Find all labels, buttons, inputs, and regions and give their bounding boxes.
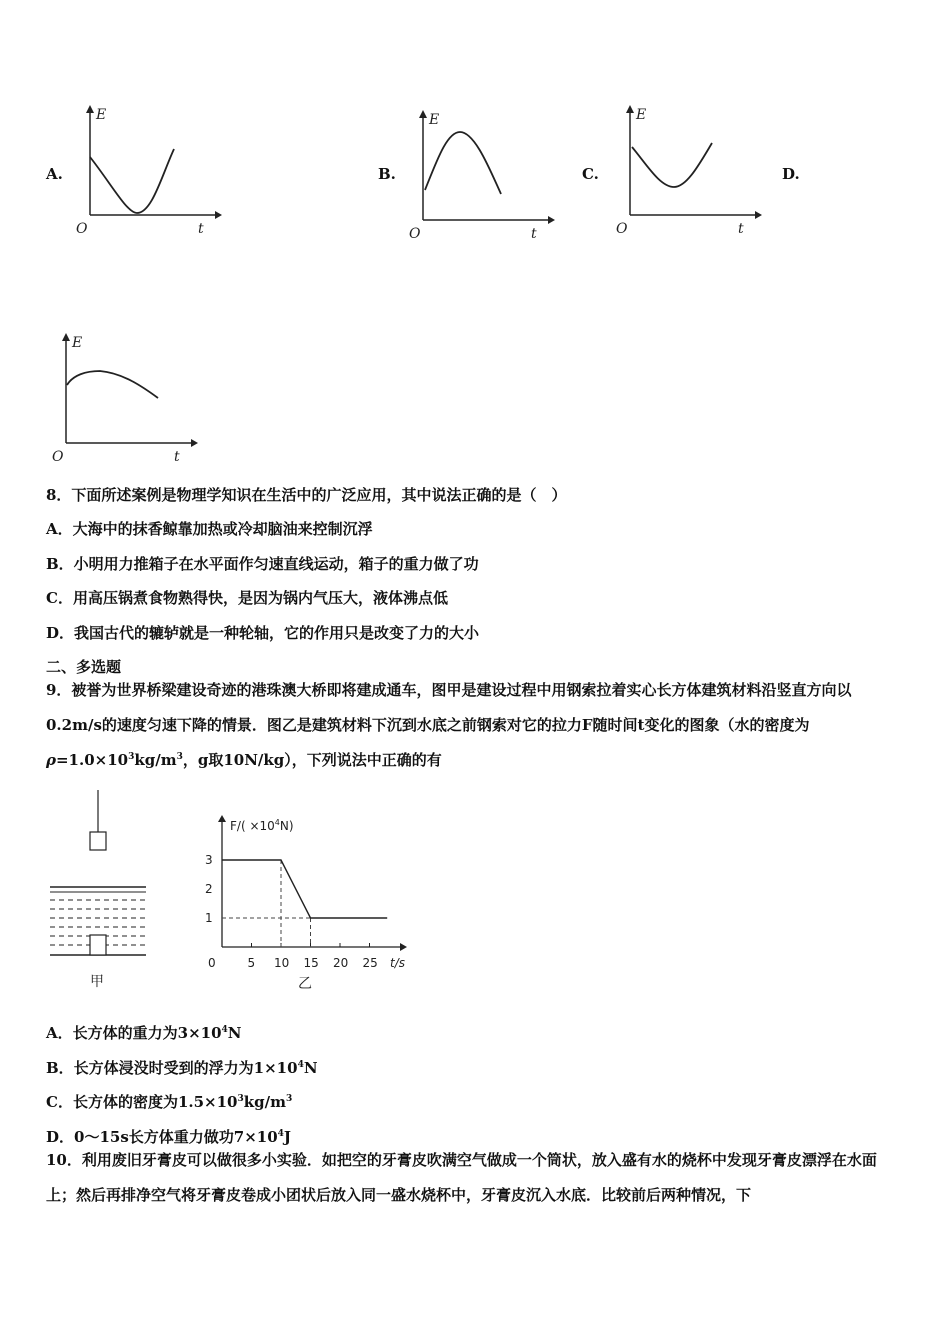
q9-option-c: C．长方体的密度为$1.5\times 10^3kg/m^3$	[46, 1093, 293, 1111]
graph-c-curve	[632, 143, 712, 187]
q8-option-a: A．大海中的抹香鲸靠加热或冷却脑油来控制沉浮	[46, 520, 373, 538]
block-above-water	[90, 832, 106, 850]
svg-text:O: O	[76, 221, 88, 237]
y-axis-arrow	[218, 815, 226, 822]
svg-text:甲: 甲	[90, 974, 104, 990]
q8-option-c: C．用高压锅煮食物熟得快，是因为锅内气压大，液体沸点低	[46, 589, 448, 607]
graph-b-curve	[425, 132, 501, 194]
x-axis-arrow	[400, 943, 407, 951]
series-line-F	[222, 860, 387, 918]
x-tick-label: 15	[303, 956, 319, 970]
graph-d	[48, 333, 198, 468]
option-c-letter: C.	[582, 165, 599, 183]
svg-text:t: t	[198, 221, 204, 237]
svg-text:E: E	[429, 112, 440, 128]
q8-option-d: D．我国古代的辘轳就是一种轮轴，它的作用只是改变了力的大小	[46, 624, 480, 642]
graph-d-curve	[67, 371, 158, 398]
figure-yi-label: 乙	[298, 976, 312, 992]
svg-text:O: O	[616, 221, 628, 237]
y-tick-label: 3	[205, 853, 213, 867]
q8-stem: 8．下面所述案例是物理学知识在生活中的广泛应用，其中说法正确的是（ ）	[46, 486, 567, 504]
svg-text:E: E	[72, 335, 83, 351]
graph-a-curve	[90, 149, 174, 213]
q9-option-d: D．0～15s长方体重力做功$7\times 10^4J$	[46, 1128, 292, 1146]
q9-option-b: B．长方体浸没时受到的浮力为$1\times 10^4N$	[46, 1059, 318, 1077]
graph-b	[405, 110, 555, 245]
graph-a	[72, 105, 222, 240]
x-axis-title: t/s	[390, 956, 405, 970]
section-heading: 二、多选题	[46, 658, 122, 676]
figure-jia	[48, 790, 148, 990]
x-tick-label: 20	[333, 956, 349, 970]
svg-text:t: t	[174, 449, 180, 465]
q8-option-b: B．小明用力推箱子在水平面作匀速直线运动，箱子的重力做了功	[46, 555, 479, 573]
x-tick-label: 25	[362, 956, 378, 970]
y-tick-label: 1	[205, 911, 213, 925]
option-d-letter: D.	[782, 165, 800, 183]
svg-text:E: E	[96, 107, 107, 123]
q9-stem: 9．被誉为世界桥梁建设奇迹的港珠澳大桥即将建成通车，图甲是建设过程中用钢索拉着实心长方体建筑材料沿竖直方向以0.2m/s的速度匀速下降的情景．图乙是建筑材料下沉到水底之前钢索对它的拉力F随时间t变化的图象（水的密度为$\rho=1.0\times 10^3kg/m^3$，g取10N/kg），下列说法中正确的有	[46, 681, 852, 769]
svg-text:O: O	[409, 226, 421, 242]
block-under-water	[90, 935, 106, 955]
x-tick-label: 10	[274, 956, 290, 970]
svg-text:t: t	[738, 221, 744, 237]
q10-stem: 10．利用废旧牙膏皮可以做很多小实验．如把空的牙膏皮吹满空气做成一个筒状，放入盛有水的烧杯中发现牙膏皮漂浮在水面上；然后再排净空气将牙膏皮卷成小团状后放入同一盛水烧杯中，牙膏皮沉入水底．比较前后两种情况，下	[46, 1151, 877, 1204]
svg-text:O: O	[52, 449, 64, 465]
option-b-letter: B.	[378, 165, 396, 183]
x-tick-label: 5	[247, 956, 256, 970]
svg-text:E: E	[636, 107, 647, 123]
q9-option-a: A．长方体的重力为$3\times 10^4N$	[46, 1024, 242, 1042]
x-tick-label: 0	[208, 956, 216, 970]
y-axis-title: $F/( \times 10^4N)$	[230, 818, 294, 833]
option-a-letter: A.	[46, 165, 63, 183]
figure-yi-chart	[190, 810, 420, 995]
svg-text:t: t	[531, 226, 537, 242]
graph-c	[612, 105, 762, 240]
y-tick-label: 2	[205, 882, 213, 896]
